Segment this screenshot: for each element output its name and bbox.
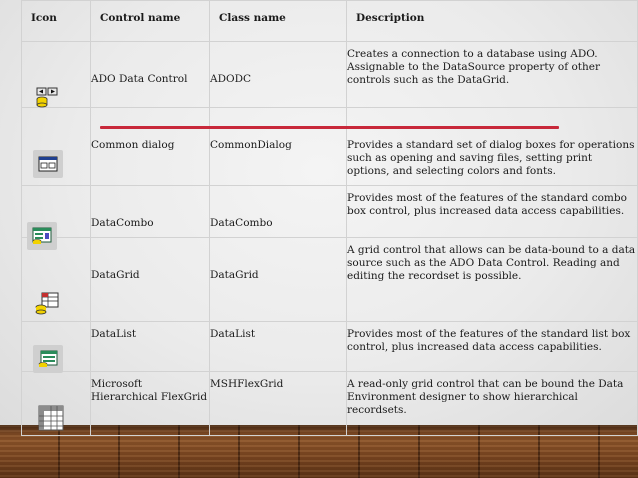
control-name-cell: Microsoft Hierarchical FlexGrid [91,372,210,436]
datagrid-icon [32,289,62,317]
icon-cell [22,108,91,186]
datalist-icon [33,345,63,373]
table-row [22,372,638,436]
icon-cell [22,186,91,238]
controls-table [21,0,638,436]
control-name-cell: DataGrid [91,238,210,322]
description-cell: Provides most of the features of the standard list box control, plus increased data access capabilities. [347,322,638,372]
control-name-cell: ADO Data Control [91,42,210,108]
table-row [22,42,638,108]
icon-cell [22,42,91,108]
icon-cell [22,238,91,322]
class-name-cell: DataCombo [210,186,347,238]
table-row [22,108,638,186]
description-cell: Provides a standard set of dialog boxes for operations such as opening and saving files, setting print options, and selecting colors and fonts. [347,108,638,186]
description-cell: Creates a connection to a database using ADO. Assignable to the DataSource property of other controls such as the DataGrid. [347,42,638,108]
class-name-cell: ADODC [210,42,347,108]
table-row [22,238,638,322]
header-class-name: Class name [210,1,347,42]
control-name-cell: DataList [91,322,210,372]
description-cell: A read-only grid control that can be bound the Data Environment designer to show hierarchical recordsets. [347,372,638,436]
description-cell: Provides most of the features of the standard combo box control, plus increased data access capabilities. [347,186,638,238]
table-header-row [22,1,638,42]
table-row [22,322,638,372]
description-cell: A grid control that allows can be data-bound to a data source such as the ADO Data Control. Reading and editing the recordset is possible. [347,238,638,322]
icon-cell [22,372,91,436]
header-control-name: Control name [91,1,210,42]
class-name-cell: DataGrid [210,238,347,322]
mshflexgrid-icon [36,404,66,432]
icon-cell [22,322,91,372]
header-icon: Icon [22,1,91,42]
class-name-cell: MSHFlexGrid [210,372,347,436]
header-description: Description [347,1,638,42]
control-name-cell: DataCombo [91,186,210,238]
control-name-cell: Common dialog [91,108,210,186]
common-dialog-icon [33,150,63,178]
class-name-cell: CommonDialog [210,108,347,186]
accent-line [100,126,559,129]
table-row [22,186,638,238]
class-name-cell: DataList [210,322,347,372]
